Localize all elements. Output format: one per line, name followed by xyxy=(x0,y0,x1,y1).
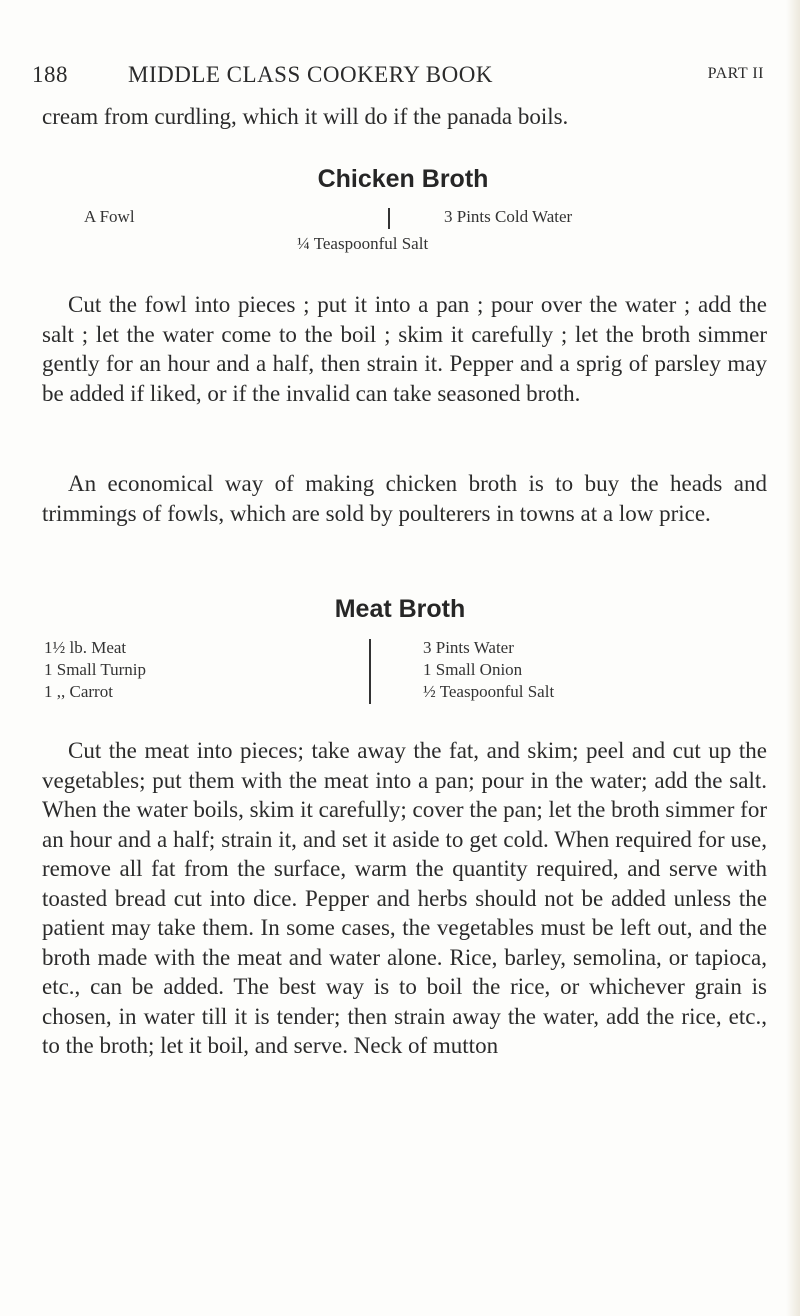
ingredient-right: ½ Teaspoonful Salt xyxy=(423,682,555,701)
part-label: PART II xyxy=(707,65,764,82)
ingredient-divider xyxy=(369,639,371,704)
ingredient-divider xyxy=(388,208,390,229)
page-edge-shadow xyxy=(786,0,800,1316)
continuation-paragraph: cream from curdling, which it will do if the panada boils. xyxy=(42,104,569,129)
ingredient-left: 1 Small Turnip xyxy=(44,660,147,679)
ingredient-left: A Fowl xyxy=(84,207,135,226)
book-title: MIDDLE CLASS COOKERY BOOK xyxy=(128,62,493,87)
recipe-paragraph: Cut the fowl into pieces ; put it into a pan ; pour over the water ; add the salt ; let the water come to the boil ; skim it carefully ; let the broth simmer gently for an hour and a half, then strain it. Pepper and a sprig of parsley may be added if liked, or if the invalid can take seasoned broth. xyxy=(42,292,767,406)
ingredient-centered: ¼ Teaspoonful Salt xyxy=(297,234,429,253)
running-header xyxy=(32,62,764,92)
recipe-paragraph: An economical way of making chicken broth is to buy the heads and trimmings of fowls, which are sold by poulterers in towns at a low price. xyxy=(42,471,767,526)
ingredient-left: 1½ lb. Meat xyxy=(44,638,127,657)
ingredient-right: 1 Small Onion xyxy=(423,660,523,679)
ingredient-left: 1 ,, Carrot xyxy=(44,682,113,701)
recipe-paragraph: Cut the meat into pieces; take away the fat, and skim; peel and cut up the vegetables; put them with the meat into a pan; pour in the water; add the salt. When the water boils, skim it carefully; cover the pan; let the broth simmer for an hour and a half; strain it, and set it aside to get cold. When required for use, remove all fat from the surface, warm the quantity required, and serve with toasted bread cut into dice. Pepper and herbs should not be added unless the patient may take them. In some cases, the vegetables must be left out, and the broth made with the meat and water alone. Rice, barley, semolina, or tapioca, etc., can be added. The best way is to boil the rice, or whichever grain is chosen, in water till it is tender; then strain away the water, add the rice, etc., to the broth; let it boil, and serve. Neck of mutton xyxy=(42,738,767,1058)
recipe-title-meat-broth: Meat Broth xyxy=(334,595,466,623)
ingredient-right: 3 Pints Water xyxy=(423,638,514,657)
page-number: 188 xyxy=(32,62,68,87)
recipe-title-chicken-broth: Chicken Broth xyxy=(317,165,489,193)
ingredient-right: 3 Pints Cold Water xyxy=(444,207,573,226)
